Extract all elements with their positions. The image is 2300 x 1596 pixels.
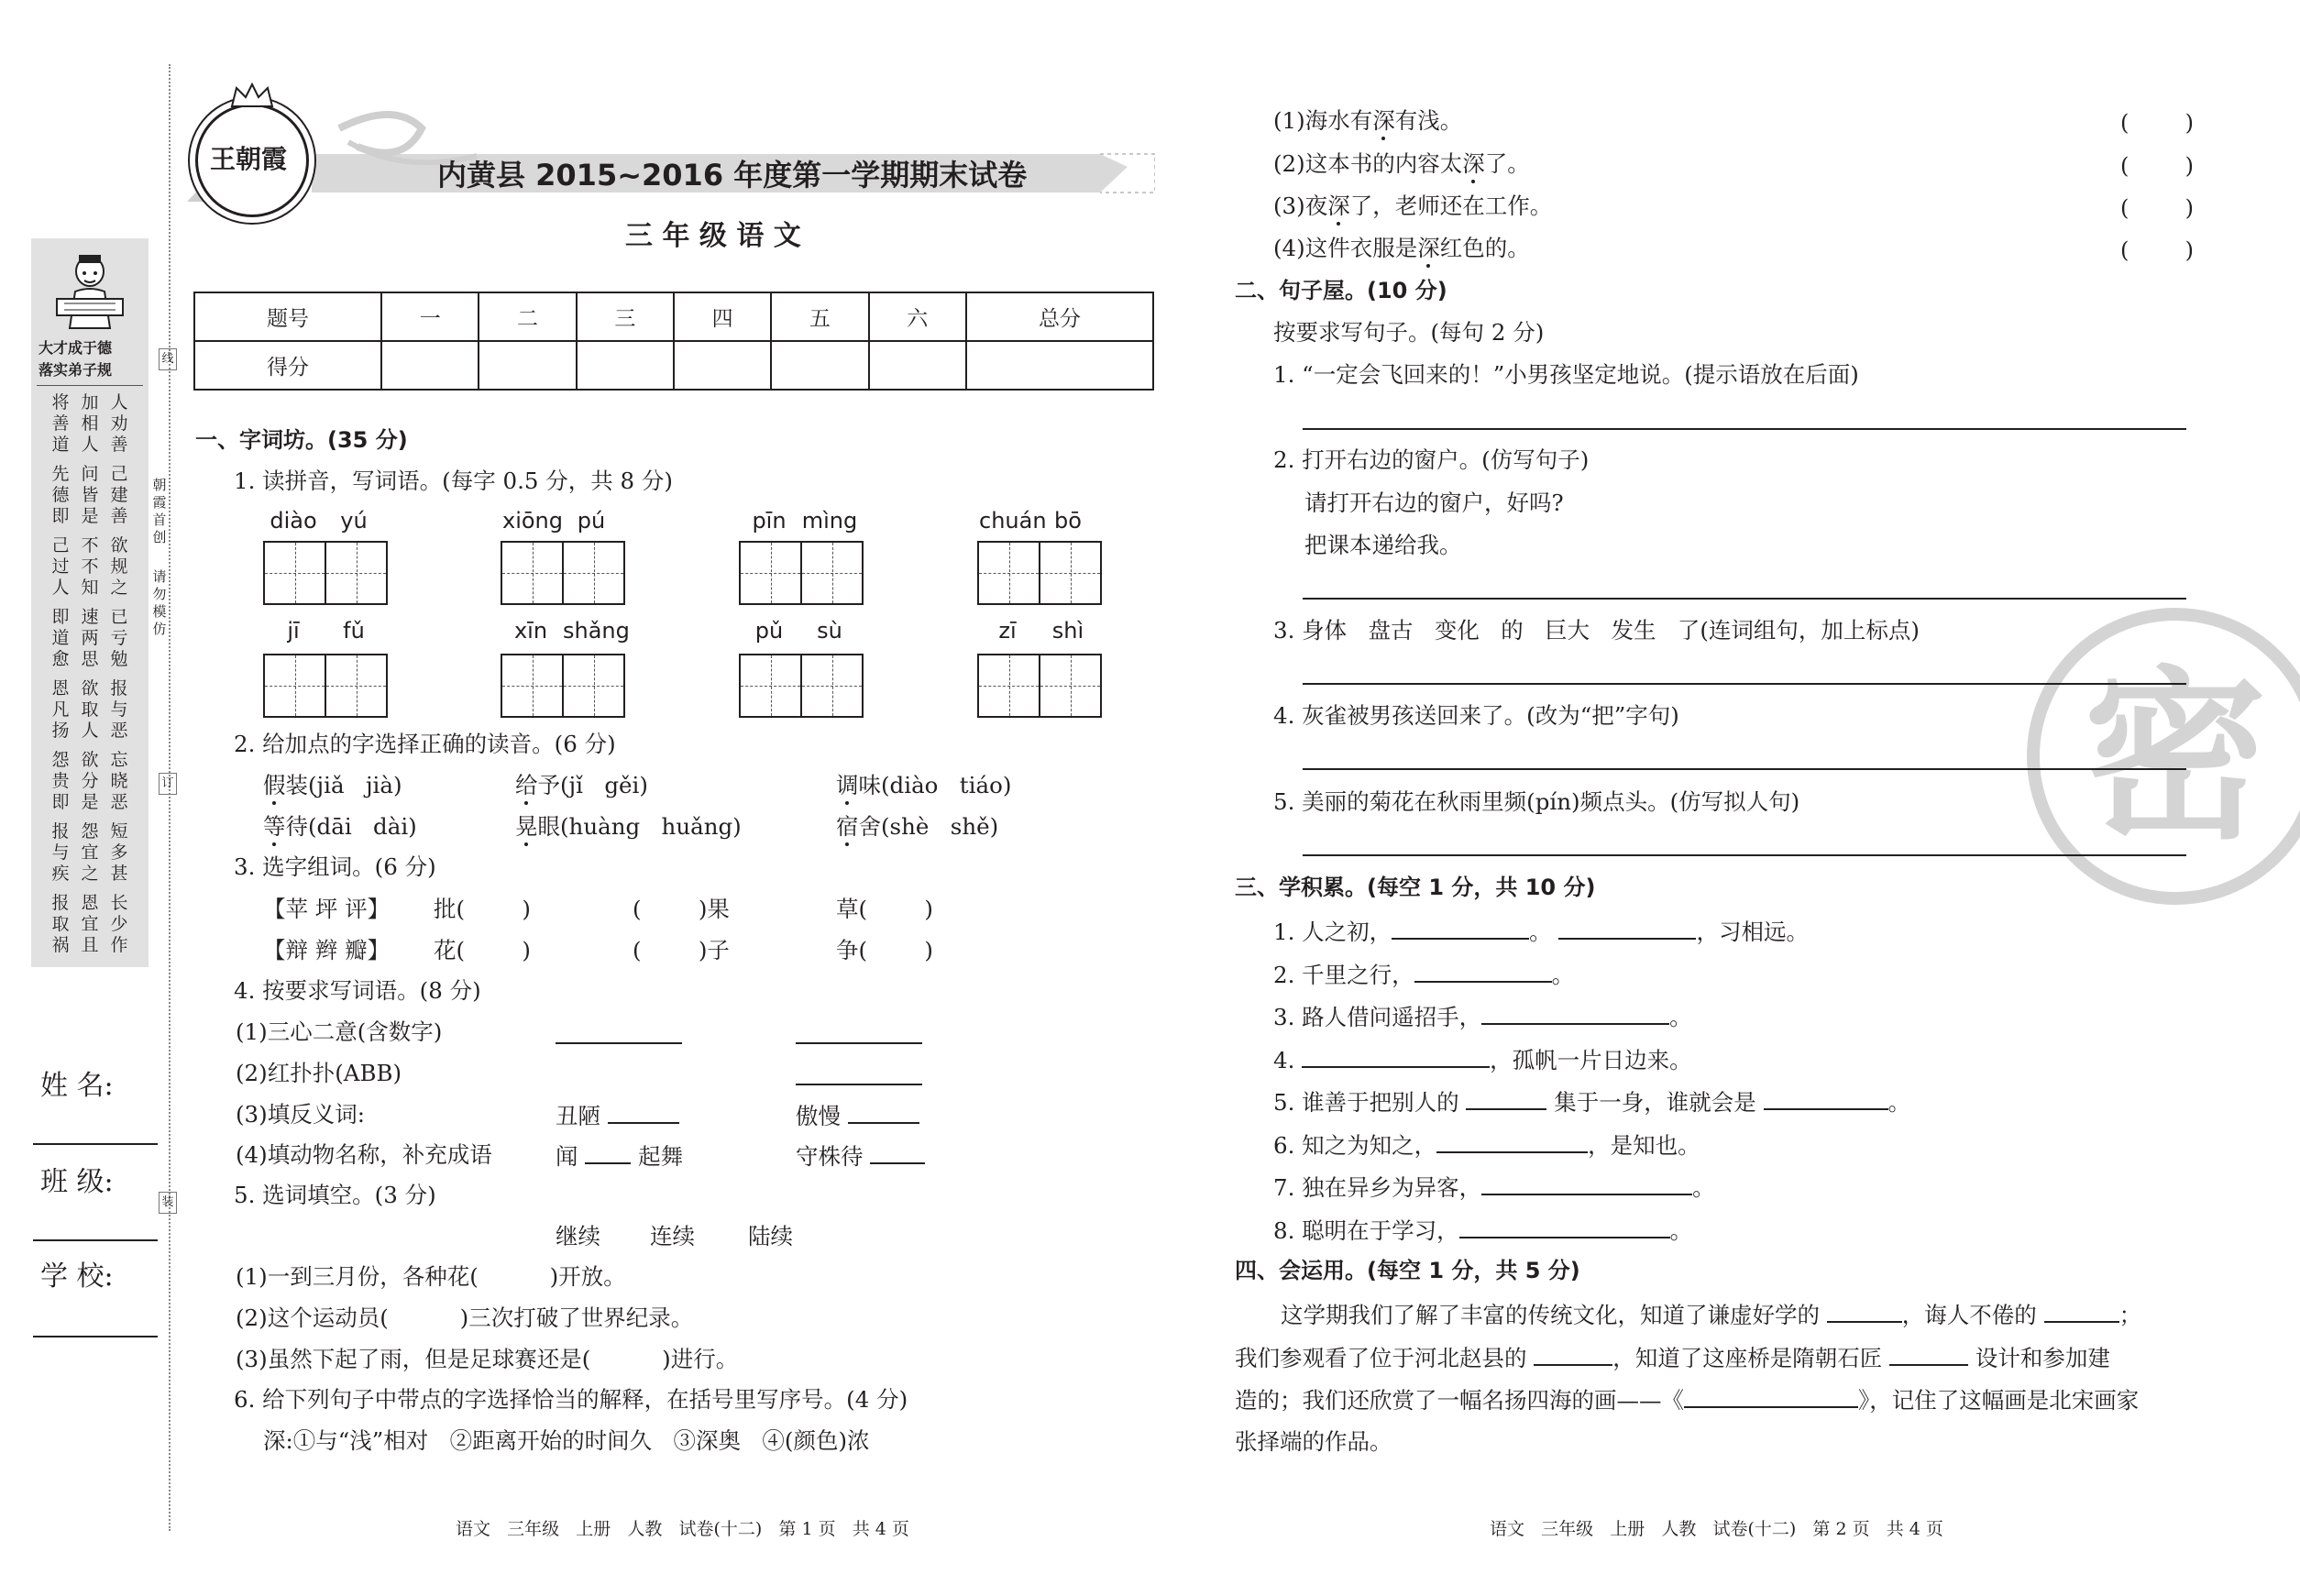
q4-antonym-1 (556, 1104, 679, 1128)
binding-mark-order: 订 (159, 773, 177, 795)
sec4-line-3-b: 》，记住了这幅画是北宋画家 (1858, 1387, 2140, 1414)
sidebar-rule-column: 已亏勉 (110, 607, 128, 669)
q4-answer-blank[interactable] (870, 1144, 925, 1164)
q6-item-text: 了。 (1484, 150, 1530, 177)
pinyin-syllable: shǎng (563, 618, 630, 644)
grid-square[interactable] (979, 543, 1039, 603)
school-label: 学 校: (40, 1260, 114, 1293)
sec3-item-2-b: 。 (1551, 962, 1575, 988)
q5-item-3-text: (3)虽然下起了雨，但是足球赛还是( (236, 1346, 591, 1372)
grid-square[interactable] (741, 655, 800, 716)
q4-item-4: (4)填动物名称，补充成语 (236, 1141, 492, 1168)
score-cell[interactable] (381, 341, 479, 390)
sec3-item-6-a: 6. 知之为知之， (1273, 1132, 1437, 1159)
left-page-footer: 语文 三年级 上册 人教 试卷(十二) 第 1 页 共 4 页 (456, 1519, 909, 1539)
sec2-q4: 4. 灰雀被男孩送回来了。(改为“把”字句) (1273, 702, 1679, 729)
fill-blank[interactable] (1481, 1005, 1669, 1025)
q2-option-rest: 予(jǐ gěi) (537, 772, 648, 798)
dotted-char: 晃 (515, 813, 538, 840)
q2-option-rest: 眼(huàng huǎng) (537, 813, 742, 840)
q6-item (1273, 107, 1463, 134)
fill-blank[interactable] (1889, 1346, 1968, 1366)
sec3-item-3 (1273, 1005, 1692, 1029)
q2-option-rest: 味(diào tiáo) (858, 772, 1012, 798)
grid-square[interactable] (325, 543, 386, 603)
sec2-q2: 2. 打开右边的窗户。(仿写句子) (1273, 446, 1590, 473)
sec3-item-6 (1273, 1133, 1700, 1158)
writing-grid-cell[interactable] (977, 541, 1102, 605)
sec2-q1: 1. “一定会飞回来的！”小男孩坚定地说。(提示语放在后面) (1273, 361, 1859, 388)
sec3-item-4 (1273, 1048, 1692, 1073)
exam-subject: 三 年 级 语 文 (625, 220, 801, 252)
answer-parentheses[interactable] (2120, 110, 2194, 136)
sec3-item-5-a: 5. 谁善于把别人的 (1273, 1089, 1459, 1116)
q4-idiom-1-a: 闻 (556, 1143, 578, 1170)
sec2-q4-answer-line[interactable] (1303, 768, 2186, 770)
q2-option[interactable] (263, 813, 417, 840)
q6-title: 6. 给下列句子中带点的字选择恰当的解释，在括号里写序号。(4 分) (234, 1386, 908, 1413)
class-line[interactable] (33, 1239, 158, 1241)
sidebar-rule-column: 欲取人 (81, 678, 99, 741)
crown-icon (229, 83, 275, 108)
q5-word-3: 陆续 (748, 1223, 793, 1249)
q5-item-1-rest[interactable]: )开放。 (478, 1263, 626, 1290)
q3-group-1: 【苹 坪 评】 (263, 896, 391, 922)
q4-answer-line[interactable] (556, 1042, 682, 1044)
q6-item-text: (4)这件衣服是 (1273, 235, 1418, 261)
writing-grid-cell[interactable] (501, 654, 625, 718)
sec2-q2-prompt: 把课本递给我。 (1304, 532, 1462, 558)
writing-grid-cell[interactable] (977, 654, 1102, 718)
section-1-title: 一、字词坊。(35 分) (195, 427, 408, 453)
q4-item-1: (1)三心二意(含数字) (236, 1018, 443, 1045)
fill-blank[interactable] (1684, 1388, 1858, 1408)
pinyin-syllable: xīn (513, 618, 548, 644)
sec4-line-2-b: ，知道了这座桥是隋朝石匠 (1612, 1345, 1883, 1371)
grid-square[interactable] (1039, 655, 1100, 716)
pinyin-syllable: pú (577, 508, 606, 534)
grid-square[interactable] (562, 543, 623, 603)
sec4-line-3 (1235, 1388, 2139, 1413)
scholar-icon (51, 246, 128, 337)
binding-dotted-line (169, 64, 171, 1531)
answer-parentheses[interactable] (2120, 195, 2194, 221)
paren-close: ) (2184, 153, 2194, 179)
q2-option-rest: 待(dāi dài) (285, 813, 417, 840)
score-table-header-cell: 题号 (194, 292, 381, 341)
q5-item-2-rest[interactable]: )三次打破了世界纪录。 (388, 1304, 694, 1331)
score-cell[interactable] (479, 341, 576, 390)
q2-option-rest: 装(jiǎ jià) (285, 772, 402, 798)
sec2-q2-example: 请打开右边的窗户，好吗? (1304, 490, 1564, 516)
q3-answer[interactable]: 批( ) (434, 896, 531, 922)
q4-answer-blank[interactable] (585, 1144, 631, 1164)
q5-word-2: 连续 (650, 1223, 695, 1249)
pinyin-syllable: jī (287, 618, 300, 644)
sec4-line-2-c: 设计和参加建 (1975, 1345, 2110, 1371)
sec3-item-7-a: 7. 独在异乡为异客， (1273, 1174, 1482, 1201)
q4-item-3: (3)填反义词: (236, 1101, 365, 1128)
sec4-line-3-a: 造的；我们还欣赏了一幅名扬四海的画——《 (1235, 1387, 1684, 1414)
sec2-q5-answer-line[interactable] (1303, 854, 2186, 856)
q6-item-text: (2)这本书的内容太 (1273, 150, 1463, 177)
paren-close: ) (2184, 237, 2194, 263)
score-table-header-cell: 总分 (966, 292, 1153, 341)
q6-definitions: 深:①与“浅”相对 ②距离开始的时间久 ③深奥 ④(颜色)浓 (263, 1427, 870, 1454)
q6-item-text: 了，老师还在工作。 (1349, 193, 1553, 219)
grid-square[interactable] (265, 543, 325, 603)
sec2-q3-answer-line[interactable] (1303, 683, 2186, 685)
paren-open: ( (2120, 110, 2129, 136)
sec2-q3: 3. 身体 盘古 变化 的 巨大 发生 了(连词组句，加上标点) (1273, 617, 1920, 644)
sec3-item-4-b: ，孤帆一片日边来。 (1490, 1047, 1692, 1073)
fill-blank[interactable] (1392, 919, 1529, 940)
q4-answer-line[interactable] (796, 1042, 922, 1044)
grid-square[interactable] (800, 543, 862, 603)
q4-antonym-2 (796, 1104, 919, 1128)
q3-answer[interactable]: 争( ) (836, 937, 933, 963)
fill-blank[interactable] (1481, 1175, 1692, 1195)
q5-item-2-text: (2)这个运动员( (236, 1304, 389, 1331)
q5-item-1-text: (1)一到三月份，各种花( (236, 1263, 479, 1290)
sidebar-rule-column: 先德即 (51, 464, 70, 526)
paren-close: ) (2184, 195, 2194, 221)
sidebar-rule-column: 欲规之 (110, 535, 128, 598)
binding-mark-bind: 装 (159, 1192, 177, 1214)
score-table-header-cell: 六 (869, 292, 966, 341)
pinyin-syllable: zī (998, 618, 1017, 644)
sec4-line-2 (1235, 1346, 2110, 1370)
sec3-item-8-b: 。 (1669, 1217, 1693, 1244)
score-table-header-cell: 四 (674, 292, 771, 341)
dotted-char: 深 (1327, 193, 1350, 219)
grid-square[interactable] (562, 655, 623, 716)
section-2-intro: 按要求写句子。(每句 2 分) (1273, 319, 1545, 346)
sec4-line-1 (1281, 1303, 2141, 1327)
sidebar-divider (37, 385, 143, 386)
dotted-char: 调 (836, 772, 859, 798)
q4-title: 4. 按要求写词语。(8 分) (234, 977, 481, 1004)
writing-grid-cell[interactable] (501, 541, 625, 605)
sidebar-rule-column: 即道愈 (51, 607, 70, 669)
score-table-header-row (194, 292, 1153, 341)
sidebar-rule-column: 欲分是 (81, 750, 99, 812)
paren-open: ( (2120, 153, 2129, 179)
class-label: 班 级: (40, 1166, 114, 1198)
q5-item-1 (236, 1263, 626, 1290)
sec3-item-2-a: 2. 千里之行， (1273, 962, 1414, 988)
q4-answer-blank[interactable] (848, 1104, 919, 1124)
binding-mark-line: 线 (159, 348, 177, 370)
q4-idiom-1-b: 起舞 (638, 1143, 684, 1170)
fill-blank[interactable] (1466, 1090, 1546, 1110)
score-table-header-cell: 二 (479, 292, 576, 341)
sec3-item-5-b: 集于一身，谁就会是 (1554, 1089, 1756, 1116)
motto-line-2: 落实弟子规 (39, 361, 113, 379)
q2-option[interactable] (515, 772, 648, 798)
sidebar-rule-column: 怨宜之 (81, 821, 99, 884)
sec4-line-1-b: ，诲人不倦的 (1901, 1302, 2037, 1328)
pinyin-syllable: mìng (801, 508, 858, 534)
sidebar-rule-column: 人劝善 (110, 392, 128, 455)
side-note-no-copy: 请勿模仿 (152, 568, 167, 637)
q3-answer[interactable]: 花( ) (434, 937, 531, 963)
exam-title: 内黄县 2015~2016 年度第一学期期末试卷 (437, 158, 1028, 193)
fill-blank[interactable] (1414, 963, 1552, 983)
q5-word-1: 继续 (556, 1223, 600, 1249)
score-cell[interactable] (674, 341, 771, 390)
q5-title: 5. 选词填空。(3 分) (234, 1182, 436, 1208)
pinyin-syllable: pǔ (754, 618, 784, 644)
sec3-item-8-a: 8. 聪明在于学习， (1273, 1217, 1459, 1244)
sidebar-rule-column: 报与疾 (51, 821, 70, 884)
pinyin-syllable: sù (817, 618, 842, 644)
sec3-item-3-a: 3. 路人借问遥招手， (1273, 1004, 1482, 1030)
q3-answer[interactable]: 草( ) (836, 896, 933, 922)
score-table-header-cell: 一 (381, 292, 479, 341)
sidebar-rule-column: 问皆是 (81, 464, 99, 526)
q4-answer-blank[interactable] (608, 1104, 679, 1124)
sec3-item-2 (1273, 963, 1574, 987)
school-line[interactable] (33, 1336, 158, 1337)
fill-blank[interactable] (1459, 1218, 1670, 1238)
q2-option[interactable] (836, 813, 999, 840)
q3-title: 3. 选字组词。(6 分) (234, 853, 436, 880)
q6-item-text: 红色的。 (1439, 235, 1530, 261)
sec3-item-4-a: 4. (1273, 1047, 1303, 1073)
dotted-char: 给 (515, 772, 538, 798)
dotted-char: 宿 (836, 813, 859, 840)
sec2-q1-answer-line[interactable] (1303, 428, 2186, 430)
pinyin-syllable: shì (1051, 618, 1084, 644)
q6-item-text: 有浅。 (1394, 107, 1463, 134)
fill-blank[interactable] (1827, 1303, 1902, 1323)
sidebar-rule-column: 不不知 (81, 535, 99, 598)
logo-badge (195, 104, 309, 217)
grid-square[interactable] (1039, 543, 1100, 603)
sidebar-rules-panel (31, 238, 149, 967)
sec3-item-7-b: 。 (1692, 1174, 1715, 1201)
score-cell[interactable] (966, 341, 1153, 390)
sidebar-rule-column: 恩宜且 (81, 893, 99, 955)
q4-item-2: (2)红扑扑(ABB) (236, 1060, 402, 1086)
sidebar-rule-column: 短多甚 (110, 821, 128, 884)
answer-parentheses[interactable] (2120, 237, 2194, 263)
paren-open: ( (2120, 237, 2129, 263)
pinyin-syllable: bō (1054, 508, 1082, 534)
q1-title: 1. 读拼音，写词语。(每字 0.5 分，共 8 分) (234, 468, 673, 494)
grid-square[interactable] (502, 655, 562, 716)
q5-item-3-rest[interactable]: )进行。 (590, 1346, 739, 1372)
fill-blank[interactable] (1534, 1346, 1612, 1366)
sidebar-rule-column: 报取祸 (51, 893, 70, 955)
score-cell[interactable] (577, 341, 674, 390)
stamp-char: 密 (2083, 649, 2268, 864)
q3-answer[interactable]: ( )子 (633, 937, 730, 963)
section-3-title: 三、学积累。(每空 1 分，共 10 分) (1235, 875, 1596, 900)
q6-item-text: (3)夜 (1273, 193, 1328, 219)
dotted-char: 深 (1372, 107, 1395, 134)
q4-idiom-2 (796, 1144, 925, 1169)
fill-blank[interactable] (1558, 919, 1696, 940)
q4-answer-line[interactable] (796, 1084, 922, 1085)
score-table-row-label: 得分 (194, 341, 381, 390)
sidebar-rule-column: 己过人 (51, 535, 70, 598)
paren-close: ) (2184, 110, 2194, 136)
motto-line-1: 大才成于德 (39, 339, 113, 357)
q6-item (1273, 195, 1552, 218)
dotted-char: 深 (1417, 235, 1440, 261)
grid-square[interactable] (979, 655, 1039, 716)
right-page-footer: 语文 三年级 上册 人教 试卷(十二) 第 2 页 共 4 页 (1490, 1519, 1943, 1539)
confidential-stamp-icon (2024, 605, 2300, 908)
sec3-item-1 (1273, 919, 1809, 944)
score-table-header-cell: 五 (771, 292, 868, 341)
sec4-line-1-c: ； (2118, 1302, 2142, 1328)
sidebar-rule-column: 速两思 (81, 607, 99, 669)
score-cell[interactable] (771, 341, 868, 390)
paren-open: ( (2120, 195, 2129, 221)
section-4-title: 四、会运用。(每空 1 分，共 5 分) (1235, 1258, 1580, 1283)
dotted-char: 假 (263, 772, 286, 798)
q6-item (1273, 237, 1530, 260)
grid-square[interactable] (325, 655, 386, 716)
sidebar-rule-column: 加相人 (81, 392, 99, 455)
q4-idiom-1 (556, 1144, 683, 1169)
sec3-item-1-c: ，习相远。 (1696, 919, 1809, 945)
sidebar-rule-column: 己建善 (110, 464, 128, 526)
grid-square[interactable] (265, 655, 325, 716)
section-2-title: 二、句子屋。(10 分) (1235, 278, 1447, 303)
sidebar-rule-column: 报与恶 (110, 678, 128, 741)
answer-parentheses[interactable] (2120, 153, 2194, 179)
pinyin-syllable: xiōng (502, 508, 563, 534)
logo-text: 王朝霞 (210, 144, 288, 174)
sec3-item-5 (1273, 1090, 1910, 1115)
q5-item-3 (236, 1348, 738, 1371)
q3-group-2: 【辩 辫 瓣】 (263, 937, 391, 963)
fill-blank[interactable] (1436, 1133, 1588, 1153)
writing-grid-cell[interactable] (263, 541, 388, 605)
sec3-item-5-c: 。 (1887, 1089, 1911, 1116)
sidebar-rule-column: 将善道 (51, 392, 70, 455)
sidebar-rule-column: 忘晓恶 (110, 750, 128, 812)
fill-blank[interactable] (1764, 1090, 1888, 1110)
sec3-item-7 (1273, 1175, 1715, 1200)
grid-square[interactable] (800, 655, 862, 716)
pinyin-syllable: yú (340, 508, 368, 534)
dotted-char: 等 (263, 813, 286, 840)
score-table-header-cell: 三 (577, 292, 674, 341)
q2-option-rest: 舍(shè shě) (858, 813, 999, 840)
writing-grid-cell[interactable] (263, 654, 388, 718)
sidebar-rule-column: 恩凡扬 (51, 678, 70, 741)
name-label: 姓 名: (40, 1070, 114, 1102)
sec4-line-4: 张择端的作品。 (1235, 1428, 1392, 1455)
q2-option[interactable] (263, 772, 402, 798)
sidebar-rule-column: 长少作 (110, 893, 128, 955)
q6-item (1273, 150, 1530, 177)
pinyin-syllable: pīn (752, 508, 787, 534)
q4-antonym-1-word: 丑陋 (556, 1103, 600, 1129)
sec3-item-3-b: 。 (1669, 1004, 1692, 1030)
pinyin-syllable: chuán (979, 508, 1047, 534)
q6-item-text: (1)海水有 (1273, 107, 1373, 134)
sidebar-rule-column: 怨贵即 (51, 750, 70, 812)
sec2-q5: 5. 美丽的菊花在秋雨里频(pín)频点头。(仿写拟人句) (1273, 788, 1800, 815)
grid-square[interactable] (741, 543, 800, 603)
pinyin-syllable: fǔ (343, 618, 365, 644)
side-note-original: 朝霞首创 (152, 477, 167, 545)
q2-option[interactable] (515, 813, 742, 840)
sec3-item-8 (1273, 1218, 1692, 1243)
sec3-item-1-a: 1. 人之初， (1273, 919, 1392, 945)
writing-grid-cell[interactable] (739, 654, 864, 718)
sec3-item-6-b: ，是知也。 (1588, 1132, 1700, 1159)
q2-option[interactable] (836, 772, 1012, 798)
sec2-q2-answer-line[interactable] (1303, 598, 2186, 600)
grid-square[interactable] (502, 543, 562, 603)
dotted-char: 深 (1462, 150, 1485, 177)
sec4-line-1-a: 这学期我们了解了丰富的传统文化，知道了谦虚好学的 (1281, 1302, 1820, 1328)
pinyin-syllable: diào (270, 508, 317, 534)
name-line[interactable] (33, 1143, 158, 1145)
q3-answer[interactable]: ( )果 (633, 896, 730, 922)
sec4-line-2-a: 我们参观看了位于河北赵县的 (1235, 1345, 1527, 1371)
score-table-score-row (194, 341, 1153, 390)
fill-blank[interactable] (2044, 1303, 2119, 1323)
q5-item-2 (236, 1304, 694, 1331)
score-cell[interactable] (869, 341, 966, 390)
q4-idiom-2-word: 守株待 (796, 1143, 864, 1170)
fill-blank[interactable] (1302, 1048, 1490, 1068)
q2-title: 2. 给加点的字选择正确的读音。(6 分) (234, 731, 616, 757)
sec3-item-1-b: 。 (1529, 919, 1552, 945)
score-table (193, 292, 1154, 391)
writing-grid-cell[interactable] (739, 541, 864, 605)
q4-antonym-2-word: 傲慢 (796, 1103, 841, 1129)
